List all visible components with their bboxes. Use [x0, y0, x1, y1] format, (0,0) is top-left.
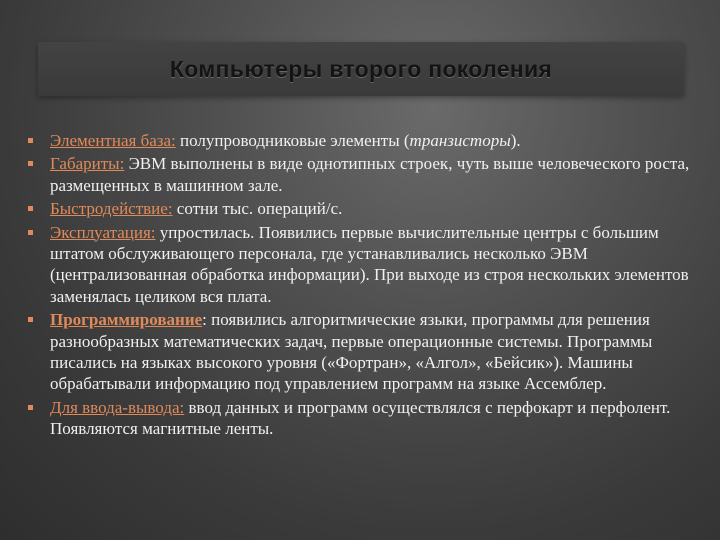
bullet-dimensions	[24, 153, 696, 196]
bullet-label: Элементная база:	[50, 131, 176, 150]
bullet-speed	[24, 198, 696, 219]
bullet-operation	[24, 222, 696, 308]
bullet-text: полупроводниковые элементы (	[175, 131, 410, 150]
bullet-programming	[24, 309, 696, 395]
bullet-text: сотни тыс. операций/с.	[172, 199, 343, 219]
bullet-label: Программирование	[50, 310, 203, 330]
bullet-io	[24, 397, 696, 440]
bullet-label: Эксплуатация:	[50, 222, 156, 242]
square-bullet-icon	[28, 405, 33, 410]
square-bullet-icon	[28, 138, 33, 143]
bullet-label: Габариты:	[50, 154, 125, 174]
bullet-label: Быстродействие:	[50, 199, 173, 219]
bullet-text: ЭВМ выполнены в виде однотипных строек, чуть выше человеческого роста, размещенных в машинном зале.	[50, 154, 690, 195]
square-bullet-icon	[28, 206, 33, 211]
bullet-label: Для ввода-вывода:	[50, 397, 185, 417]
square-bullet-icon	[28, 230, 33, 235]
bullet-italic-text: транзисторы	[409, 131, 511, 150]
slide-title: Компьютеры второго поколения	[169, 56, 553, 82]
bullet-text: : появились алгоритмические языки, программы для решения разнообразных математических задач, первые операционные системы. Программы писались на языках высокого уровня («Фортран», «Алгол», «Бейсик»). Машины обрабатывали информацию под управлением программ на языке Ассемблер.	[50, 310, 653, 394]
bullet-text: упростилась. Появились первые вычислительные центры с большим штатом обслуживающего персонала, где устанавливались несколько ЭВМ (централизованная обработка информации). При выходе из строя нескольких элементов заменялась целиком вся плата.	[50, 222, 689, 306]
bullet-text: ввод данных и программ осуществлялся с перфокарт и перфолент. Появляются магнитные ленты.	[50, 397, 671, 439]
bullet-text-end: ).	[510, 131, 521, 150]
square-bullet-icon	[28, 317, 33, 322]
bullet-list	[24, 130, 696, 442]
square-bullet-icon	[28, 161, 33, 166]
bullet-element-base	[24, 130, 696, 151]
